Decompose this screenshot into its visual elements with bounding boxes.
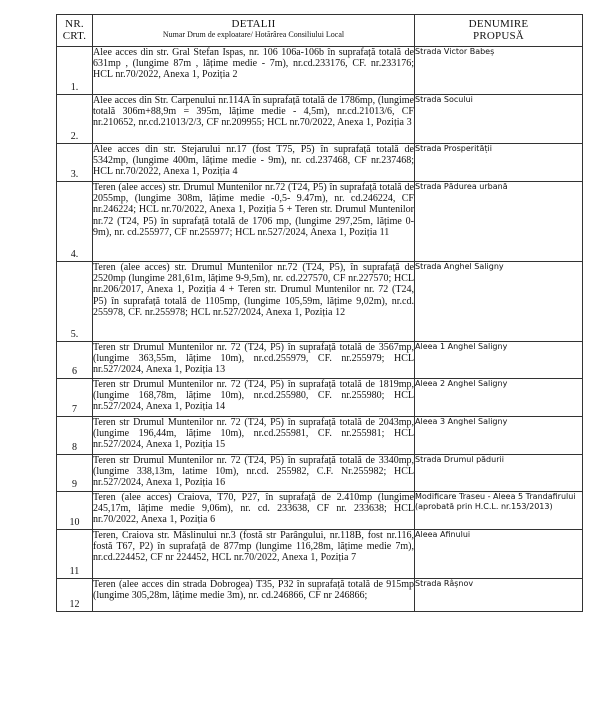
proposed-name-text: Aleea Afinului — [415, 530, 471, 539]
table-row — [57, 530, 583, 579]
row-proposed-name — [415, 144, 583, 182]
row-details: Alee acces din Str. Carpenului nr.114A în suprafață totală de 1786mp, (lungime totală 306m+88,9m = 395m, lățime medie - 4,5m), nr.cd.21013/6, CF nr.210652, nr.cd.21013/2/3, CF nr.209955; HCL nr.70/2022, Anexa 1, Poziția 3 — [93, 95, 415, 144]
row-proposed-name — [415, 417, 583, 455]
proposed-name-text: Strada Socului — [415, 95, 473, 104]
row-number-text: 2. — [70, 131, 79, 142]
row-proposed-name — [415, 530, 583, 579]
row-details: Teren str Drumul Muntenilor nr. 72 (T24, P5) în suprafață totală de 1819mp, (lungime 168,78m, lățime 10m), nr.cd.255980, CF. nr.255980; HCL nr.527/2024, Anexa 1, Poziția 14 — [93, 379, 415, 417]
proposed-name-text: Modificare Traseu - Aleea 5 Trandafirului — [415, 492, 576, 501]
row-number — [57, 379, 93, 417]
header-nr-crt — [57, 15, 93, 47]
header-detalii-cell — [93, 15, 415, 47]
row-details: Alee acces din str. Gral Stefan Ispas, nr. 106 106a-106b în suprafață totală de 631mp , (lungime 87m , lățime medie - 7m), nr.cd.233176, CF. nr.233176; HCL nr.70/2022, Anexa 1, Poziția 2 — [93, 47, 415, 95]
row-details: Teren (alee acces) Craiova, T70, P27, în suprafață de 2.410mp (lungime 245,17m, lățime medie 9,06m), nr. cd. 233638, CF nr. 233638; HCL nr.70/2022, Anexa 1, Poziția 6 — [93, 492, 415, 530]
table-row — [57, 455, 583, 492]
proposed-name-text: Strada Victor Babeș — [415, 47, 495, 56]
row-proposed-name — [415, 492, 583, 530]
row-details: Teren str Drumul Muntenilor nr. 72 (T24, P5) în suprafață totală de 2043mp, (lungime 196,44m, lățime 10m), nr.cd.255981, CF. nr.255981; HCL nr.527/2024, Anexa 1, Poziția 15 — [93, 417, 415, 455]
row-details: Teren (alee acces) str. Drumul Muntenilor nr.72 (T24, P5) în suprafață totală de 2055mp, (lungime 308m, lățime medie -0,5- 9.47m), nr. cd.246224, CF nr.246224; HCL nr.70/2022, Anexa 1, Poziția 5 + Teren str. Drumul Muntenilor nr.72 (T24, P5) în suprafață totală de 1706 mp, (lungime 297,25m, lățime 0-9m), nr. cd.255977, CF nr.255977; HCL nr.527/2024, Anexa 1, Poziția 11 — [93, 182, 415, 262]
table-row — [57, 579, 583, 612]
table-row — [57, 262, 583, 342]
proposed-name-text: Strada Anghel Saligny — [415, 262, 504, 271]
table-row — [57, 47, 583, 95]
proposed-name-text: Strada Râșnov — [415, 579, 474, 588]
row-number-text: 9 — [72, 479, 77, 490]
row-proposed-name — [415, 262, 583, 342]
row-proposed-name — [415, 47, 583, 95]
row-number-text: 1. — [70, 82, 79, 93]
row-proposed-name — [415, 379, 583, 417]
row-number — [57, 47, 93, 95]
proposed-name-text: Strada Pădurea urbană — [415, 182, 508, 191]
row-proposed-name — [415, 95, 583, 144]
row-details: Teren, Craiova str. Mǎslinului nr.3 (fostă str Parângului, nr.118B, fost nr.116, fostă T67, P2) în suprafață de 877mp (lungime 116,28m, lățime medie 7m), nr.cd.224452, CF nr 224452, HCL nr.70/2022, Anexa 1, Poziția 7 — [93, 530, 415, 579]
row-number-text: 7 — [72, 404, 77, 415]
row-number-text: 3. — [70, 169, 79, 180]
row-number — [57, 417, 93, 455]
row-number-text: 6 — [72, 366, 77, 377]
table-row — [57, 144, 583, 182]
proposed-name-note: (aprobată prin H.C.L. nr.153/2013) — [415, 502, 553, 511]
row-details: Teren str Drumul Muntenilor nr. 72 (T24, P5) în suprafață totală de 3340mp, (lungime 338,13m, latime 10m), nr.cd. 255982, C.F. Nr.255982; HCL nr.527/2024, Anexa 1, Poziția 16 — [93, 455, 415, 492]
proposed-name-text: Aleea 2 Anghel Saligny — [415, 379, 508, 388]
streets-table — [56, 14, 583, 612]
proposed-name-text: Aleea 1 Anghel Saligny — [415, 342, 508, 351]
row-number-text: 5. — [70, 329, 79, 340]
row-number — [57, 95, 93, 144]
row-number-text: 12 — [69, 599, 80, 610]
row-details: Alee acces din str. Stejarului nr.17 (fost T75, P5) în suprafață totală de 5342mp, (lungime 400m, lățime medie - 9m), nr. cd.237468, CF nr.237468; HCL nr.70/2022, Anexa 1, Poziția 4 — [93, 144, 415, 182]
table-header-row — [57, 15, 583, 47]
row-number — [57, 144, 93, 182]
row-number — [57, 530, 93, 579]
table-row — [57, 342, 583, 379]
header-denumire: DENUMIRE — [468, 18, 529, 30]
row-proposed-name — [415, 342, 583, 379]
row-number — [57, 492, 93, 530]
header-crt: CRT. — [62, 30, 87, 42]
row-proposed-name — [415, 182, 583, 262]
table-row — [57, 417, 583, 455]
row-number — [57, 182, 93, 262]
proposed-name-text: Aleea 3 Anghel Saligny — [415, 417, 508, 426]
row-number — [57, 455, 93, 492]
header-nr: NR. — [65, 18, 84, 30]
row-details: Teren str Drumul Muntenilor nr. 72 (T24, P5) în suprafață totală de 3567mp, (lungime 363,55m, lățime 10m), nr.cd.255979, CF. nr.255979; HCL nr.527/2024, Anexa 1, Poziția 13 — [93, 342, 415, 379]
row-details: Teren (alee acces din strada Dobrogea) T35, P32 în suprafață totală de 915mp (lungime 305,28m, lățime medie 3m), nr. cd.246866, CF nr 246866; — [93, 579, 415, 612]
table-row — [57, 95, 583, 144]
table-row — [57, 492, 583, 530]
row-number — [57, 579, 93, 612]
row-number-text: 10 — [69, 517, 80, 528]
row-number — [57, 342, 93, 379]
row-number-text: 11 — [69, 566, 80, 577]
row-number-text: 8 — [72, 442, 77, 453]
row-details: Teren (alee acces) str. Drumul Muntenilor nr.72 (T24, P5), în suprafață de 2520mp (lungime 281,61m, lățime 9-9,5m), nr. cd.227570, CF nr.227570; HCL nr.206/2017, Anexa 1, Poziția 4 + Teren str. Drumul Muntenilor nr. 72 (T24, P5) în suprafață totală de 1105mp, (lungime 105,59m, lățime 9,02m), nr.cd. 255978, CF. nr.255978; HCL nr.527/2024, Anexa 1, Poziția 12 — [93, 262, 415, 342]
table-row — [57, 182, 583, 262]
header-detalii-sub: Numar Drum de exploatare/ Hotărârea Consiliului Local — [162, 30, 345, 39]
row-number — [57, 262, 93, 342]
row-proposed-name — [415, 579, 583, 612]
table-row — [57, 379, 583, 417]
header-detalii: DETALII — [231, 18, 276, 30]
row-proposed-name — [415, 455, 583, 492]
header-denumire-cell — [415, 15, 583, 47]
proposed-name-text: Strada Drumul pădurii — [415, 455, 504, 464]
header-propusa: PROPUSĂ — [473, 30, 524, 42]
proposed-name-text: Strada Prosperității — [415, 144, 492, 153]
row-number-text: 4. — [70, 249, 79, 260]
